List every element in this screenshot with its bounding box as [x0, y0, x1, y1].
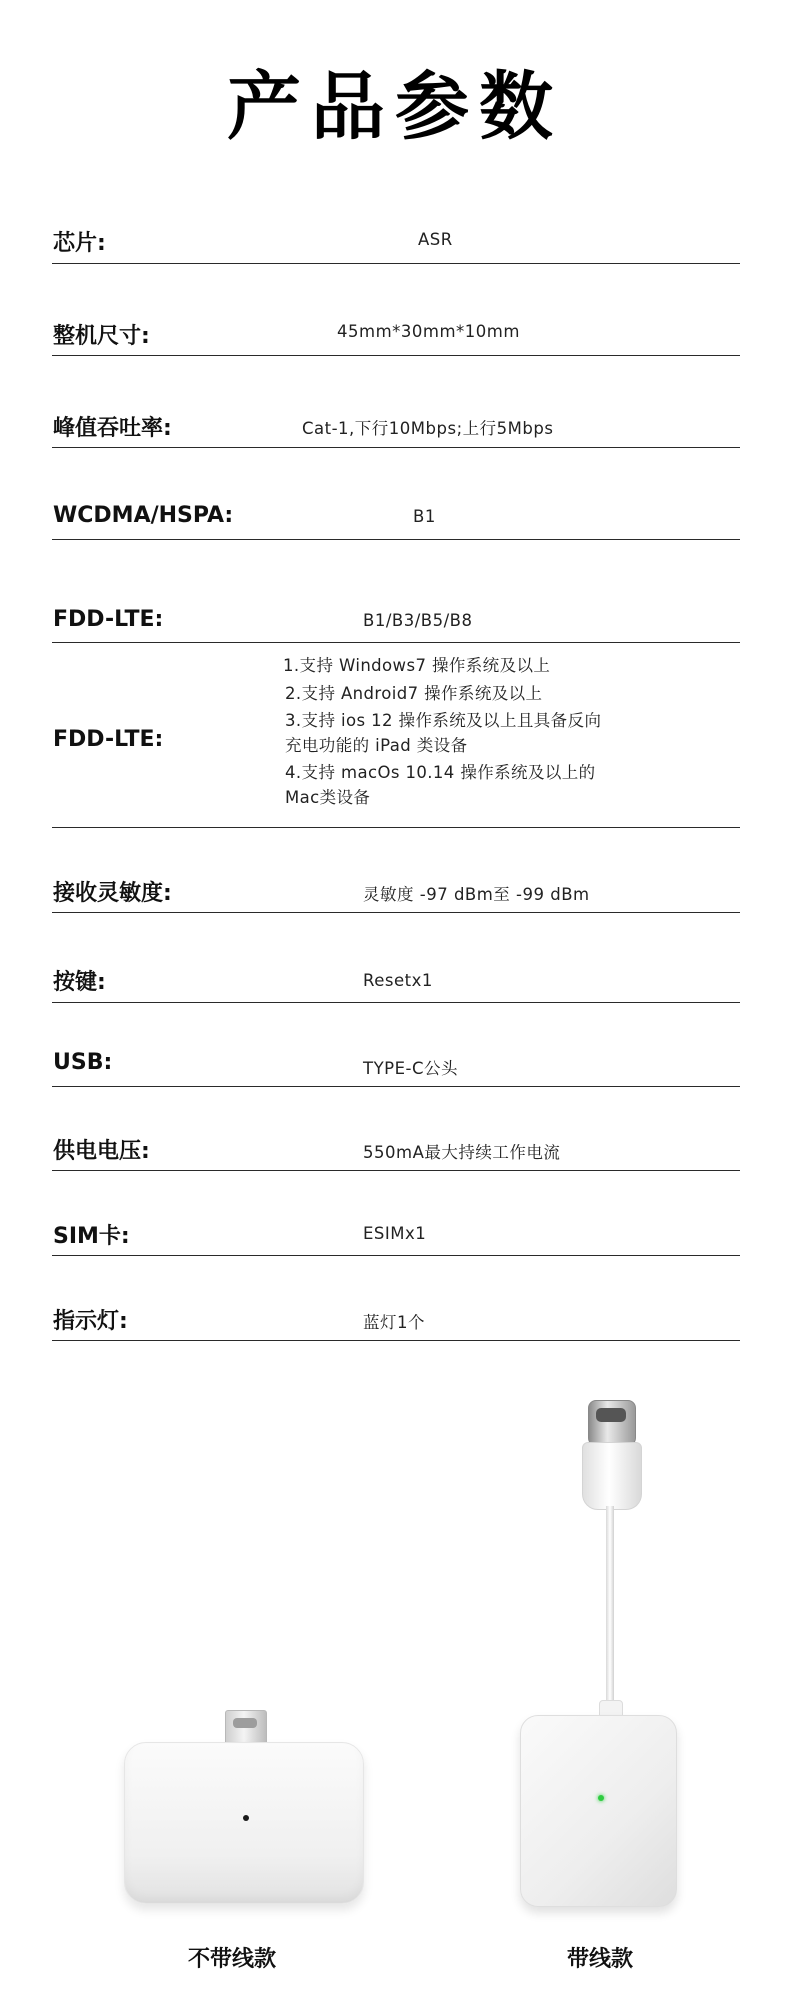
os-support-line: 1.支持 Windows7 操作系统及以上: [283, 656, 551, 675]
device-body: [124, 1742, 364, 1904]
caption-with-cable: 带线款: [567, 1947, 634, 1972]
caption-without-cable: 不带线款: [188, 1947, 277, 1972]
green-led-indicator: [598, 1795, 604, 1801]
os-support-list: [283, 654, 601, 810]
product-with-cable-image: [520, 1400, 690, 1905]
spec-label: WCDMA/HSPA:: [53, 503, 234, 528]
spec-row-sim: [52, 1212, 740, 1256]
spec-label: 整机尺寸:: [53, 324, 150, 349]
page-title: 产品参数: [227, 64, 563, 150]
os-support-line: 3.支持 ios 12 操作系统及以上且具备反向: [285, 711, 602, 730]
spec-row-fdd-lte-bands: [52, 587, 740, 643]
spec-row-size: [52, 310, 740, 356]
connector-boot: [582, 1442, 642, 1510]
spec-label: SIM卡:: [53, 1224, 130, 1249]
spec-label: USB:: [53, 1050, 113, 1075]
os-support-line: 充电功能的 iPad 类设备: [285, 735, 468, 755]
spec-label: 接收灵敏度:: [53, 881, 172, 906]
spec-value: 45mm*30mm*10mm: [337, 322, 520, 341]
spec-label: 按键:: [53, 970, 106, 995]
spec-value: B1/B3/B5/B8: [363, 611, 473, 630]
spec-value: 灵敏度 -97 dBm至 -99 dBm: [363, 885, 590, 904]
spec-row-button: [52, 958, 740, 1003]
os-support-line: Mac类设备: [285, 787, 371, 807]
indicator-hole: [243, 1815, 249, 1821]
usb-c-port-opening: [233, 1718, 257, 1728]
spec-value: 蓝灯1个: [363, 1313, 425, 1332]
device-body: [520, 1715, 677, 1907]
spec-label: 峰值吞吐率:: [53, 416, 172, 441]
spec-label: 芯片:: [53, 231, 106, 256]
spec-value: B1: [413, 507, 436, 526]
spec-value: Resetx1: [363, 971, 433, 990]
spec-value: TYPE-C公头: [363, 1059, 459, 1078]
usb-c-connector: [588, 1400, 636, 1446]
spec-value: ESIMx1: [363, 1224, 427, 1243]
spec-label: 供电电压:: [53, 1139, 150, 1164]
spec-value: Cat-1,下行10Mbps;上行5Mbps: [302, 419, 554, 438]
spec-row-sensitivity: [52, 868, 740, 913]
os-support-line: 4.支持 macOs 10.14 操作系统及以上的: [285, 763, 596, 782]
usb-c-connector-opening: [596, 1408, 626, 1422]
spec-value: 550mA最大持续工作电流: [363, 1143, 561, 1162]
spec-label: FDD-LTE:: [53, 607, 164, 632]
spec-label: FDD-LTE:: [53, 727, 164, 752]
spec-row-wcdma: [52, 494, 740, 540]
spec-row-chip: [52, 218, 740, 264]
os-support-line: 2.支持 Android7 操作系统及以上: [285, 683, 543, 703]
spec-row-power: [52, 1127, 740, 1171]
cable: [606, 1506, 614, 1711]
spec-row-throughput: [52, 402, 740, 448]
spec-row-fdd-lte-os: [52, 642, 740, 828]
spec-row-indicator: [52, 1297, 740, 1341]
spec-row-usb: [52, 1043, 740, 1087]
spec-label: 指示灯:: [53, 1309, 128, 1334]
spec-value: ASR: [418, 230, 453, 249]
product-without-cable-image: [124, 1710, 364, 1905]
